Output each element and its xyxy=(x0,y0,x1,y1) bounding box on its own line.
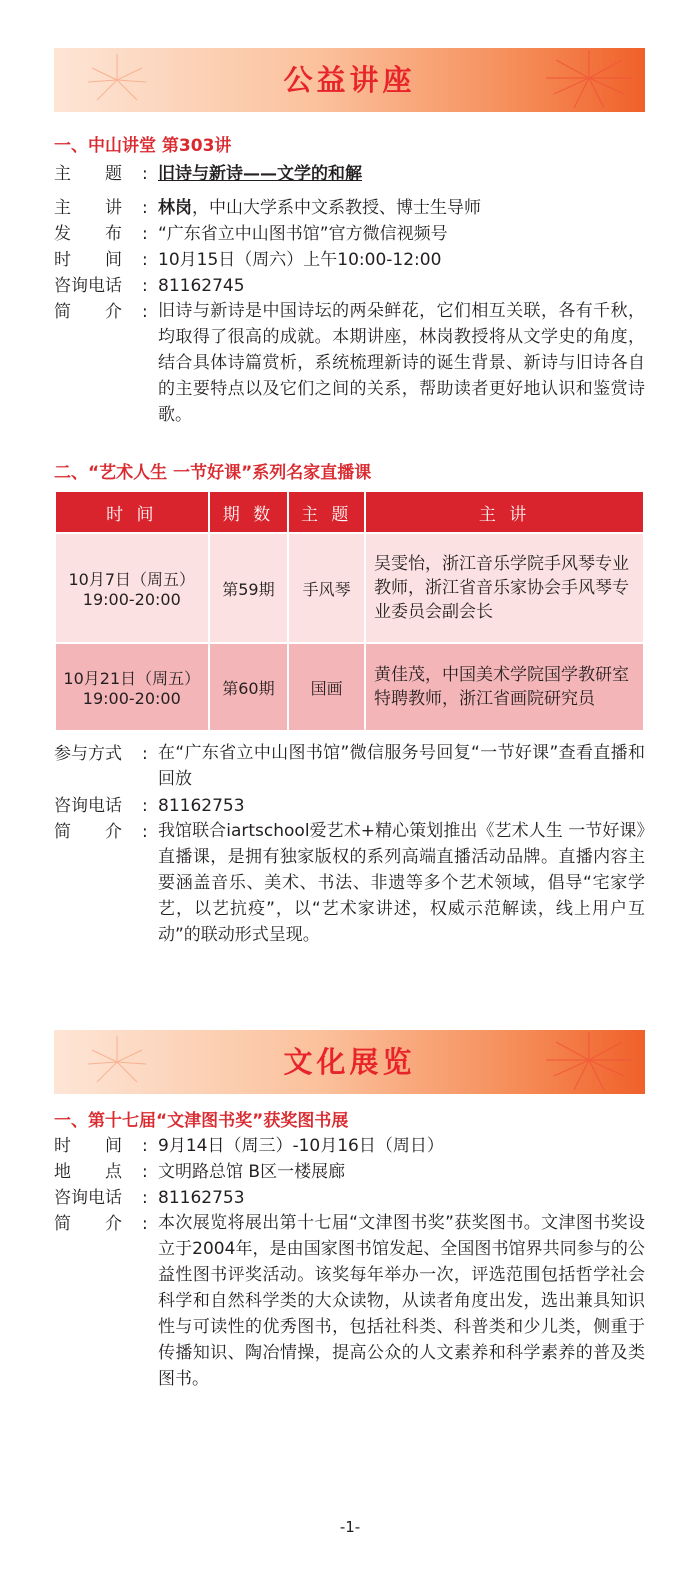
section-banner-lectures xyxy=(54,48,645,112)
place-value: 文明路总馆 B区一楼展廊 xyxy=(158,1162,346,1182)
topic-value: 旧诗与新诗——文学的和解 xyxy=(158,164,362,184)
phone-value: 81162753 xyxy=(158,796,245,816)
phone-value: 81162745 xyxy=(158,276,245,296)
cell-time xyxy=(55,643,209,731)
page-number: -1- xyxy=(339,1518,361,1536)
cell-theme: 手风琴 xyxy=(288,533,365,643)
time-label: 时 间 xyxy=(54,1136,122,1156)
banner-title: 公益讲座 xyxy=(283,63,416,97)
intro-label: 简 介 xyxy=(54,302,122,322)
publish-value: “广东省立中山图书馆”官方微信视频号 xyxy=(158,224,448,244)
cell-issue: 第60期 xyxy=(209,643,289,731)
intro-label: 简 介 xyxy=(54,822,122,842)
lecture2-heading: 二、“艺术人生 一节好课”系列名家直播课 xyxy=(54,463,372,483)
cell-date: 10月7日（周五） xyxy=(68,570,196,589)
lecture1-intro: 旧诗与新诗是中国诗坛的两朵鲜花，它们相互关联，各有千秋，均取得了很高的成就。本期讲座，林岗教授将从文学史的角度，结合具体诗篇赏析，系统梳理新诗的诞生背景、新诗与旧诗各自的主要特点以及它们之间的关系，帮助读者更好地认识和鉴赏诗歌。 xyxy=(158,301,645,425)
lecture1-heading: 一、中山讲堂 第303讲 xyxy=(54,136,232,156)
table-header-speaker: 主 讲 xyxy=(365,491,644,533)
schedule-table xyxy=(54,490,645,732)
phone-label: 咨询电话 xyxy=(54,276,122,296)
time-value: 10月15日（周六）上午10:00-12:00 xyxy=(158,250,442,270)
cell-time xyxy=(55,533,209,643)
speaker-name: 林岗 xyxy=(158,198,192,218)
speaker-label: 主 讲 xyxy=(54,198,122,218)
topic-label: 主 题 xyxy=(54,164,122,184)
time-label: 时 间 xyxy=(54,250,122,270)
phone-label: 咨询电话 xyxy=(54,1188,122,1208)
table-header-issue: 期 数 xyxy=(209,491,289,533)
table-row xyxy=(55,643,644,731)
table-header-time: 时 间 xyxy=(55,491,209,533)
cell-speaker: 黄佳茂，中国美术学院国学教研室特聘教师，浙江省画院研究员 xyxy=(365,643,644,731)
join-label: 参与方式 xyxy=(54,744,122,764)
time-value: 9月14日（周三）-10月16日（周日） xyxy=(158,1136,444,1156)
publish-label: 发 布 xyxy=(54,224,122,244)
place-label: 地 点 xyxy=(54,1162,122,1182)
cell-hours: 19:00-20:00 xyxy=(82,590,181,609)
cell-theme: 国画 xyxy=(288,643,365,731)
banner-title: 文化展览 xyxy=(283,1045,416,1079)
phone-label: 咨询电话 xyxy=(54,796,122,816)
section-banner-exhibitions xyxy=(54,1030,645,1094)
join-value: 在“广东省立中山图书馆”微信服务号回复“一节好课”查看直播和回放 xyxy=(158,743,645,789)
cell-hours: 19:00-20:00 xyxy=(82,689,181,708)
exhibit1-heading: 一、第十七届“文津图书奖”获奖图书展 xyxy=(54,1111,349,1131)
lecture2-intro: 我馆联合iartschool爱艺术+精心策划推出《艺术人生 一节好课》直播课，是拥有独家版权的系列高端直播活动品牌。直播内容主要涵盖音乐、美术、书法、非遗等多个艺术领域，倡导“宅家学艺，以艺抗疫”，以“艺术家讲述，权威示范解读，线上用户互动”的联动形式呈现。 xyxy=(158,821,645,945)
table-row xyxy=(55,533,644,643)
table-header-theme: 主 题 xyxy=(288,491,365,533)
cell-date: 10月21日（周五） xyxy=(63,669,201,688)
intro-label: 简 介 xyxy=(54,1214,122,1234)
exhibit1-intro: 本次展览将展出第十七届“文津图书奖”获奖图书。文津图书奖设立于2004年，是由国家图书馆发起、全国图书馆界共同参与的公益性图书评奖活动。该奖每年举办一次，评选范围包括哲学社会科学和自然科学类的大众读物，从读者角度出发，选出兼具知识性与可读性的优秀图书，包括社科类、科普类和少儿类，侧重于传播知识、陶冶情操，提高公众的人文素养和科学素养的普及类图书。 xyxy=(158,1213,645,1389)
phone-value: 81162753 xyxy=(158,1188,245,1208)
speaker-desc: ，中山大学系中文系教授、博士生导师 xyxy=(192,198,481,218)
cell-speaker: 吴雯怡，浙江音乐学院手风琴专业教师，浙江省音乐家协会手风琴专业委员会副会长 xyxy=(365,533,644,643)
cell-issue: 第59期 xyxy=(209,533,289,643)
